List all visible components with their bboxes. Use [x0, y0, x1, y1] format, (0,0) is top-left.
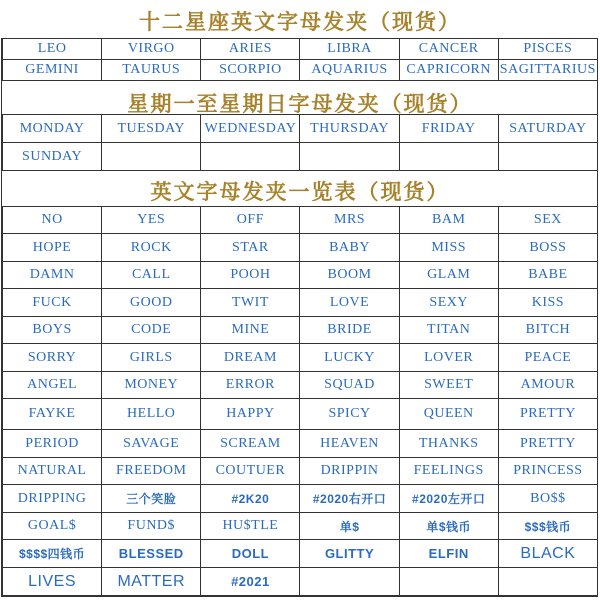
- word-cell: CALL: [102, 262, 201, 289]
- word-cell: PRINCESS: [498, 458, 597, 485]
- word-cell: BLACK: [498, 540, 597, 568]
- word-cell: PEACE: [498, 344, 597, 372]
- weekday-section-title: 星期一至星期日字母发夹（现货）: [127, 91, 473, 116]
- word-cell: MISS: [399, 234, 498, 262]
- word-cell: FEELINGS: [399, 458, 498, 485]
- word-cell: DOLL: [201, 540, 300, 568]
- zodiac-cell: CAPRICORN: [399, 60, 498, 81]
- word-cell: ANGEL: [3, 372, 102, 399]
- word-row: [3, 372, 598, 399]
- word-cell: BOOM: [300, 262, 399, 289]
- word-cell: PERIOD: [3, 430, 102, 458]
- word-cell: 三个笑脸: [102, 485, 201, 513]
- word-cell: TITAN: [399, 317, 498, 344]
- zodiac-cell: SAGITTARIUS: [498, 60, 597, 81]
- word-cell: KISS: [498, 289, 597, 317]
- words-section-title: 英文字母发夹一览表（现货）: [150, 179, 450, 204]
- word-cell: [399, 568, 498, 596]
- word-cell: PRETTY: [498, 430, 597, 458]
- zodiac-section-title: 十二星座英文字母发夹（现货）: [139, 9, 461, 34]
- word-cell: GIRLS: [102, 344, 201, 372]
- word-cell: LUCKY: [300, 344, 399, 372]
- word-cell: GLAM: [399, 262, 498, 289]
- word-cell: BOSS: [498, 234, 597, 262]
- word-cell: GOAL$: [3, 513, 102, 540]
- word-row: [3, 513, 598, 540]
- word-cell: DRIPPING: [3, 485, 102, 513]
- word-cell: BABE: [498, 262, 597, 289]
- zodiac-table: [2, 38, 598, 81]
- word-cell: #2021: [201, 568, 300, 596]
- word-cell: OFF: [201, 207, 300, 234]
- zodiac-row: [3, 60, 598, 81]
- weekday-cell: FRIDAY: [399, 115, 498, 143]
- word-cell: AMOUR: [498, 372, 597, 399]
- words-table: [2, 206, 598, 596]
- word-cell: ERROR: [201, 372, 300, 399]
- word-cell: TWIT: [201, 289, 300, 317]
- word-cell: DAMN: [3, 262, 102, 289]
- zodiac-cell: CANCER: [399, 39, 498, 60]
- word-cell: SEXY: [399, 289, 498, 317]
- word-cell: BLESSED: [102, 540, 201, 568]
- word-cell: DREAM: [201, 344, 300, 372]
- word-cell: #2020左开口: [399, 485, 498, 513]
- weekday-cell: WEDNESDAY: [201, 115, 300, 143]
- word-cell: BABY: [300, 234, 399, 262]
- word-row: [3, 458, 598, 485]
- word-cell: MINE: [201, 317, 300, 344]
- zodiac-cell: ARIES: [201, 39, 300, 60]
- weekday-cell: THURSDAY: [300, 115, 399, 143]
- word-cell: SEX: [498, 207, 597, 234]
- weekday-cell: SATURDAY: [498, 115, 597, 143]
- weekday-cell: SUNDAY: [3, 143, 102, 171]
- weekday-cell: [102, 143, 201, 171]
- word-cell: ELFIN: [399, 540, 498, 568]
- word-cell: HEAVEN: [300, 430, 399, 458]
- word-cell: HU$TLE: [201, 513, 300, 540]
- word-cell: MATTER: [102, 568, 201, 596]
- word-row: [3, 399, 598, 430]
- word-cell: HELLO: [102, 399, 201, 430]
- word-cell: GLITTY: [300, 540, 399, 568]
- zodiac-cell: VIRGO: [102, 39, 201, 60]
- word-cell: CODE: [102, 317, 201, 344]
- zodiac-cell: PISCES: [498, 39, 597, 60]
- word-row: [3, 485, 598, 513]
- word-cell: QUEEN: [399, 399, 498, 430]
- word-cell: MONEY: [102, 372, 201, 399]
- word-cell: GOOD: [102, 289, 201, 317]
- word-cell: BITCH: [498, 317, 597, 344]
- word-cell: 单$钱币: [399, 513, 498, 540]
- word-row: [3, 430, 598, 458]
- word-cell: BRIDE: [300, 317, 399, 344]
- word-row: [3, 344, 598, 372]
- word-row: [3, 234, 598, 262]
- weekday-row: [3, 143, 598, 171]
- word-cell: LOVE: [300, 289, 399, 317]
- word-cell: SAVAGE: [102, 430, 201, 458]
- word-cell: COUTUER: [201, 458, 300, 485]
- word-row: [3, 540, 598, 568]
- word-cell: FAYKE: [3, 399, 102, 430]
- word-cell: ROCK: [102, 234, 201, 262]
- zodiac-cell: LIBRA: [300, 39, 399, 60]
- word-cell: SPICY: [300, 399, 399, 430]
- word-cell: SQUAD: [300, 372, 399, 399]
- word-cell: POOH: [201, 262, 300, 289]
- word-cell: SCREAM: [201, 430, 300, 458]
- word-cell: SORRY: [3, 344, 102, 372]
- weekday-row: [3, 115, 598, 143]
- word-cell: FUCK: [3, 289, 102, 317]
- word-cell: FREEDOM: [102, 458, 201, 485]
- word-cell: YES: [102, 207, 201, 234]
- word-cell: LOVER: [399, 344, 498, 372]
- weekday-cell: TUESDAY: [102, 115, 201, 143]
- zodiac-cell: AQUARIUS: [300, 60, 399, 81]
- word-cell: [300, 568, 399, 596]
- weekday-cell: [498, 143, 597, 171]
- zodiac-cell: LEO: [3, 39, 102, 60]
- zodiac-cell: TAURUS: [102, 60, 201, 81]
- zodiac-row: [3, 39, 598, 60]
- word-cell: BOYS: [3, 317, 102, 344]
- word-row: [3, 568, 598, 596]
- word-cell: #2K20: [201, 485, 300, 513]
- word-cell: #2020右开口: [300, 485, 399, 513]
- word-cell: $$$钱币: [498, 513, 597, 540]
- weekday-cell: [399, 143, 498, 171]
- weekday-cell: MONDAY: [3, 115, 102, 143]
- word-cell: BAM: [399, 207, 498, 234]
- word-cell: THANKS: [399, 430, 498, 458]
- weekday-table: [2, 114, 598, 171]
- word-cell: 单$: [300, 513, 399, 540]
- zodiac-cell: GEMINI: [3, 60, 102, 81]
- word-row: [3, 317, 598, 344]
- word-cell: MRS: [300, 207, 399, 234]
- word-cell: HOPE: [3, 234, 102, 262]
- word-cell: DRIPPIN: [300, 458, 399, 485]
- word-cell: NATURAL: [3, 458, 102, 485]
- word-row: [3, 289, 598, 317]
- weekday-cell: [300, 143, 399, 171]
- word-cell: NO: [3, 207, 102, 234]
- word-cell: SWEET: [399, 372, 498, 399]
- weekday-cell: [201, 143, 300, 171]
- word-cell: HAPPY: [201, 399, 300, 430]
- word-cell: PRETTY: [498, 399, 597, 430]
- word-row: [3, 207, 598, 234]
- word-cell: STAR: [201, 234, 300, 262]
- word-row: [3, 262, 598, 289]
- word-cell: FUND$: [102, 513, 201, 540]
- word-cell: [498, 568, 597, 596]
- word-cell: $$$$四钱币: [3, 540, 102, 568]
- zodiac-cell: SCORPIO: [201, 60, 300, 81]
- word-cell: BO$$: [498, 485, 597, 513]
- word-cell: LIVES: [3, 568, 102, 596]
